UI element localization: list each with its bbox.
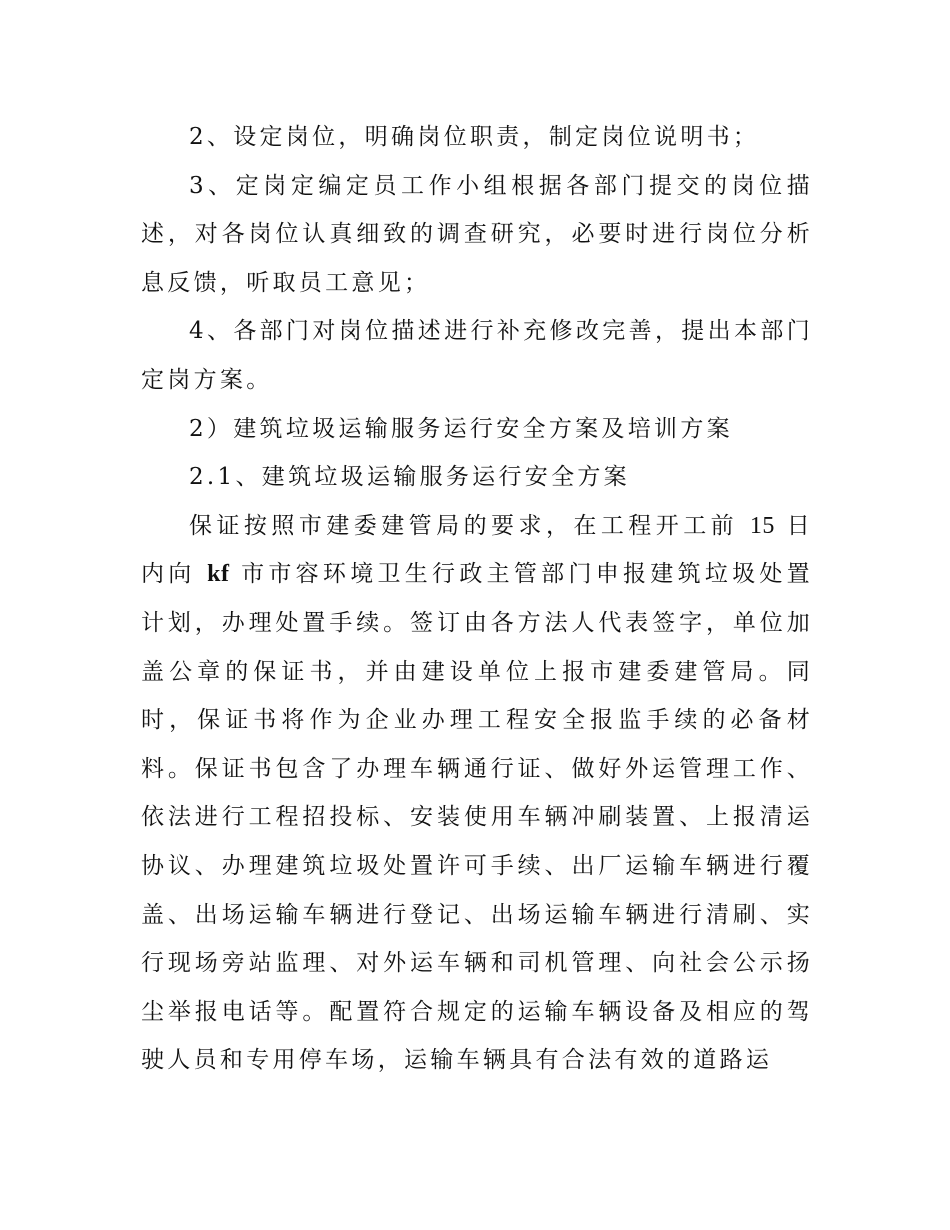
safety-plan-text-2: 日内向: [141, 512, 813, 588]
paragraph-step-4: 4、各部门对岗位描述进行补充修改完善，提出本部门定岗方案。: [141, 318, 813, 393]
paragraph-step-3: 3、定岗定编定员工作小组根据各部门提交的岗位描述，对各岗位认真细致的调查研究，必要时进行岗位分析息反馈，听取员工意见；: [141, 172, 813, 296]
city-code: kf: [207, 561, 230, 588]
subsection-heading: 2.1、建筑垃圾运输服务运行安全方案: [189, 464, 630, 491]
document-body: [141, 113, 813, 1085]
paragraph-safety-plan: [141, 502, 813, 1085]
days-value: 15: [749, 512, 775, 539]
paragraph-step-2: 2、设定岗位，明确岗位职责，制定岗位说明书；: [189, 124, 760, 150]
safety-plan-text-1: 保证按照市建委建管局的要求，在工程开工前: [189, 512, 750, 539]
section-heading: 2）建筑垃圾运输服务运行安全方案及培训方案: [189, 415, 733, 442]
safety-plan-text-3: 市市容环境卫生行政主管部门申报建筑垃圾处置计划，办理处置手续。签订由各方法人代表签字，单位加盖公章的保证书，并由建设单位上报市建委建管局。同时，保证书将作为企业办理工程安全报监手续的必备材料。保证书包含了办理车辆通行证、做好外运管理工作、依法进行工程招投标、安装使用车辆冲刷装置、上报清运协议、办理建筑垃圾处置许可手续、出厂运输车辆进行覆盖、出场运输车辆进行登记、出场运输车辆进行清刷、实行现场旁站监理、对外运车辆和司机管理、向社会公示扬尘举报电话等。配置符合规定的运输车辆设备及相应的驾驶人员和专用停车场，运输车辆具有合法有效的道路运: [141, 561, 813, 1074]
